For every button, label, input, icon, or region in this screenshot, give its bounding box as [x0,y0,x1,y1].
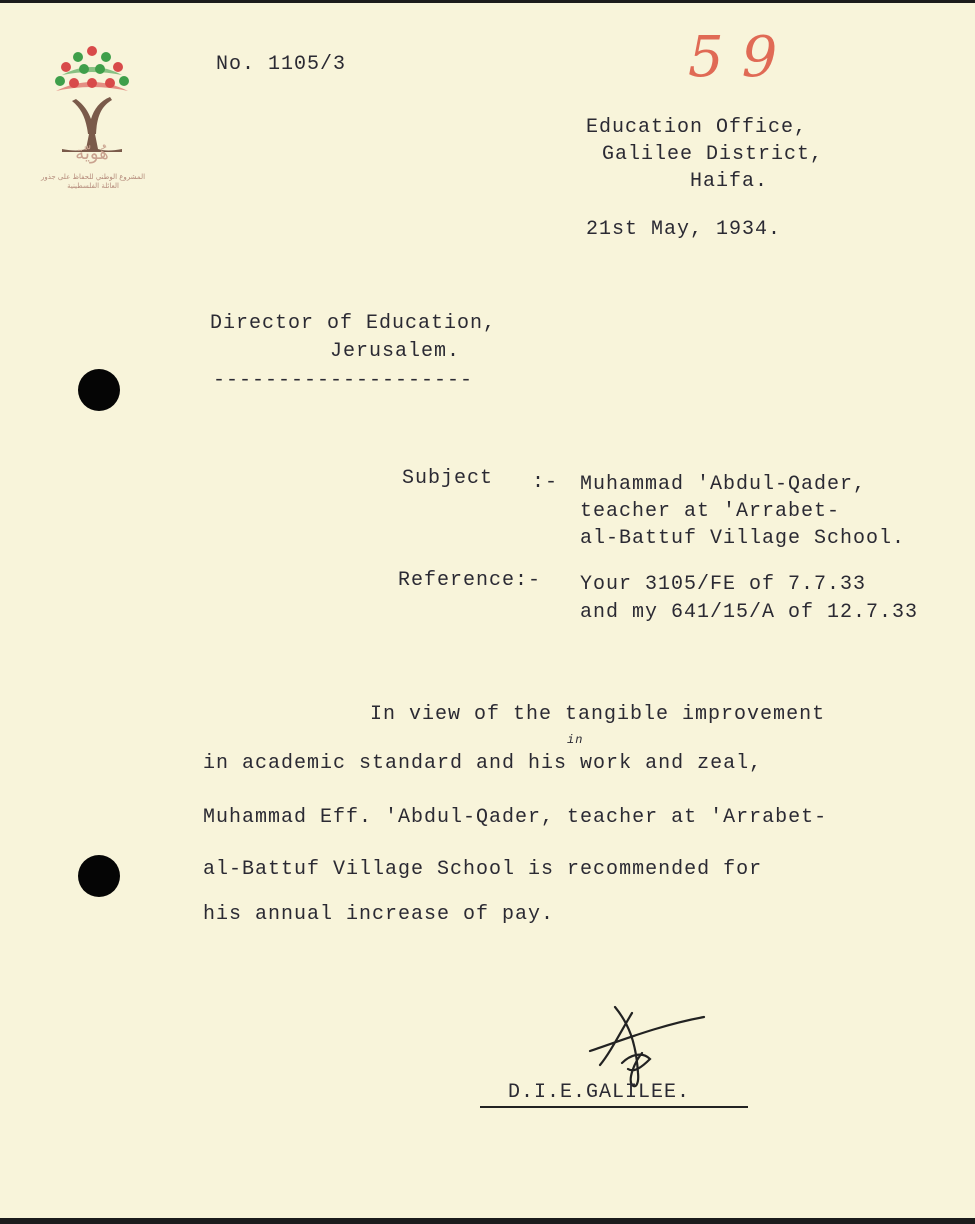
punch-hole-bottom [78,855,120,897]
reference-label: Reference:- [398,569,542,592]
subject-separator: :- [532,471,559,494]
reference-line-2: and my 641/15/A of 12.7.33 [580,601,919,624]
subject-line-3: al-Battuf Village School. [580,527,906,550]
recipient-line-1: Director of Education, [210,312,497,335]
logo-caption: المشروع الوطني للحفاظ على جذور العائلة الفلسطينية [40,173,146,190]
body-line-2: in academic standard and his work and zeal, [203,752,763,775]
signature-title: D.I.E.GALILEE. [508,1081,691,1104]
sender-line-2: Galilee District, [602,143,824,166]
body-line-4: al-Battuf Village School is recommended for [203,858,763,881]
body-line-5: his annual increase of pay. [203,903,555,926]
body-insertion: in [567,733,584,747]
recipient-line-2: Jerusalem. [330,340,461,363]
signature-line [480,1106,748,1108]
reference-number: No. 1105/3 [216,53,347,76]
body-line-3: Muhammad Eff. 'Abdul-Qader, teacher at 'Arrabet- [203,806,828,829]
sender-line-1: Education Office, [586,116,808,139]
subject-line-1: Muhammad 'Abdul-Qader, [580,473,867,496]
reference-line-1: Your 3105/FE of 7.7.33 [580,573,867,596]
recipient-underline: -------------------- [213,369,474,392]
subject-line-2: teacher at 'Arrabet- [580,500,841,523]
subject-label: Subject [402,467,494,490]
sender-line-3: Haifa. [690,170,769,193]
body-line-1: In view of the tangible improvement [370,703,826,726]
handwritten-signature-icon [580,1003,710,1093]
folio-number: 59 [688,25,796,90]
logo-name: هُويّة [75,143,109,164]
letter-date: 21st May, 1934. [586,218,782,241]
punch-hole-top [78,369,120,411]
